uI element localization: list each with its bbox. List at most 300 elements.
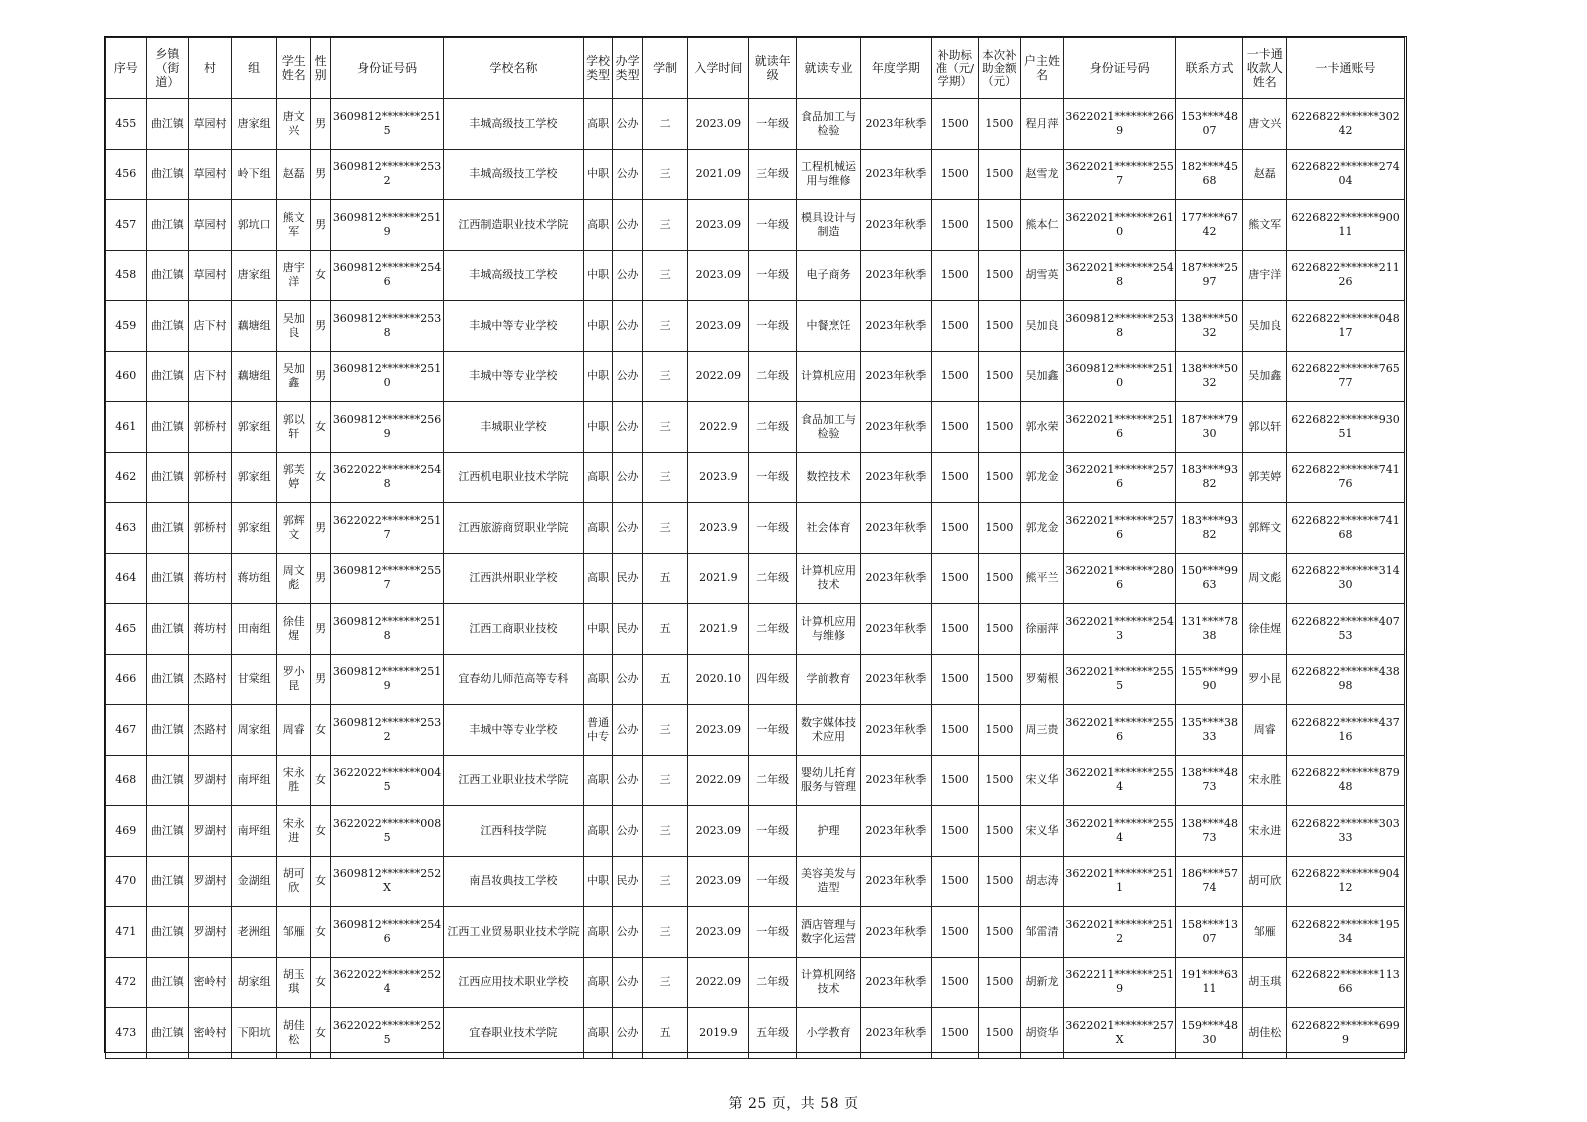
table-row: [106, 250, 1405, 301]
table-cell: 2023.9: [688, 503, 749, 554]
table-cell: 女: [310, 705, 330, 756]
table-cell: 田南组: [231, 604, 277, 655]
table-cell: 熊文军: [277, 200, 310, 251]
table-cell: 186****5774: [1176, 856, 1243, 907]
table-cell: 周睿: [277, 705, 310, 756]
table-cell: 数字媒体技术应用: [797, 705, 861, 756]
table-cell: 蒋坊村: [189, 604, 232, 655]
table-cell: 460: [106, 351, 147, 402]
table-cell: 3609812*******252X: [331, 856, 444, 907]
table-cell: 邹雁: [277, 907, 310, 958]
table-cell: 男: [310, 553, 330, 604]
table-cell: 2019.9: [688, 1008, 749, 1059]
table-cell: 胡雪英: [1021, 250, 1064, 301]
table-cell: 1500: [931, 1008, 978, 1059]
table-row: [106, 301, 1405, 352]
table-cell: 1500: [978, 755, 1021, 806]
table-cell: 3609812*******2510: [331, 351, 444, 402]
column-header: 组: [231, 38, 277, 99]
table-cell: 民办: [613, 856, 642, 907]
table-cell: 婴幼儿托育服务与管理: [797, 755, 861, 806]
table-cell: 郭辉文: [277, 503, 310, 554]
table-cell: 曲江镇: [146, 452, 189, 503]
table-cell: 159****4830: [1176, 1008, 1243, 1059]
table-cell: 中职: [583, 351, 612, 402]
column-header: 学制: [642, 38, 688, 99]
table-row: [106, 351, 1405, 402]
table-cell: 1500: [978, 604, 1021, 655]
table-cell: 2023年秋季: [860, 705, 931, 756]
table-cell: 6226822*******74168: [1287, 503, 1405, 554]
table-row: [106, 1008, 1405, 1059]
table-cell: 2023.9: [688, 452, 749, 503]
table-cell: 1500: [978, 452, 1021, 503]
table-cell: 三: [642, 755, 688, 806]
table-cell: 468: [106, 755, 147, 806]
table-cell: 1500: [978, 351, 1021, 402]
table-cell: 唐家组: [231, 250, 277, 301]
table-cell: 2023年秋季: [860, 200, 931, 251]
table-cell: 郭辉文: [1243, 503, 1287, 554]
table-cell: 胡家组: [231, 957, 277, 1008]
table-cell: 男: [310, 99, 330, 150]
table-row: [106, 149, 1405, 200]
table-cell: 2023年秋季: [860, 907, 931, 958]
table-cell: 民办: [613, 604, 642, 655]
table-cell: 1500: [978, 806, 1021, 857]
table-cell: 郭芙婷: [1243, 452, 1287, 503]
table-cell: 467: [106, 705, 147, 756]
table-cell: 宋永胜: [1243, 755, 1287, 806]
table-cell: 6226822*******30333: [1287, 806, 1405, 857]
table-cell: 曲江镇: [146, 856, 189, 907]
table-cell: 466: [106, 654, 147, 705]
table-cell: 3622021*******2576: [1063, 503, 1176, 554]
table-cell: 2023年秋季: [860, 149, 931, 200]
table-cell: 2023年秋季: [860, 856, 931, 907]
table-cell: 曲江镇: [146, 503, 189, 554]
table-cell: 曲江镇: [146, 654, 189, 705]
table-cell: 6226822*******21126: [1287, 250, 1405, 301]
table-cell: 1500: [931, 856, 978, 907]
table-cell: 藕塘组: [231, 351, 277, 402]
table-cell: 2022.09: [688, 957, 749, 1008]
column-header: 一卡通账号: [1287, 38, 1405, 99]
table-cell: 江西洪州职业学校: [443, 553, 583, 604]
table-cell: 2023年秋季: [860, 301, 931, 352]
table-row: [106, 503, 1405, 554]
table-cell: 3622021*******2516: [1063, 402, 1176, 453]
table-cell: 158****1307: [1176, 907, 1243, 958]
table-cell: 1500: [931, 99, 978, 150]
table-cell: 唐家组: [231, 99, 277, 150]
table-cell: 酒店管理与数字化运营: [797, 907, 861, 958]
table-cell: 2021.09: [688, 149, 749, 200]
table-cell: 公办: [613, 301, 642, 352]
table-cell: 熊文军: [1243, 200, 1287, 251]
table-cell: 曲江镇: [146, 553, 189, 604]
table-cell: 江西工业职业技术学院: [443, 755, 583, 806]
table-cell: 一年级: [749, 907, 797, 958]
table-cell: 胡佳松: [1243, 1008, 1287, 1059]
table-cell: 杰路村: [189, 705, 232, 756]
table-cell: 模具设计与制造: [797, 200, 861, 251]
table-cell: 1500: [931, 553, 978, 604]
table-cell: 一年级: [749, 99, 797, 150]
table-cell: 471: [106, 907, 147, 958]
table-cell: 3622211*******2519: [1063, 957, 1176, 1008]
table-cell: 江西机电职业技术学院: [443, 452, 583, 503]
table-cell: 江西科技学院: [443, 806, 583, 857]
column-header: 联系方式: [1176, 38, 1243, 99]
table-cell: 二年级: [749, 553, 797, 604]
table-cell: 3609812*******2518: [331, 604, 444, 655]
table-cell: 徐丽萍: [1021, 604, 1064, 655]
table-cell: 2023年秋季: [860, 452, 931, 503]
table-cell: 3609812*******2519: [331, 654, 444, 705]
table-cell: 3622021*******2555: [1063, 654, 1176, 705]
table-cell: 3609812*******2569: [331, 402, 444, 453]
table-cell: 甘棠组: [231, 654, 277, 705]
table-cell: 2023年秋季: [860, 503, 931, 554]
table-cell: 1500: [931, 301, 978, 352]
table-row: [106, 402, 1405, 453]
table-cell: 公办: [613, 503, 642, 554]
table-cell: 郭以轩: [1243, 402, 1287, 453]
table-cell: 二年级: [749, 402, 797, 453]
table-cell: 公办: [613, 402, 642, 453]
table-cell: 罗湖村: [189, 806, 232, 857]
table-cell: 2023.09: [688, 250, 749, 301]
table-cell: 普通中专: [583, 705, 612, 756]
table-cell: 吴加鑫: [1021, 351, 1064, 402]
table-cell: 三: [642, 402, 688, 453]
table-cell: 公办: [613, 806, 642, 857]
table-cell: 吴加鑫: [1243, 351, 1287, 402]
table-cell: 郭家组: [231, 503, 277, 554]
table-cell: 138****4873: [1176, 755, 1243, 806]
table-cell: 罗小昆: [1243, 654, 1287, 705]
table-cell: 郭龙金: [1021, 503, 1064, 554]
table-cell: 三: [642, 149, 688, 200]
table-cell: 二: [642, 99, 688, 150]
table-cell: 三: [642, 250, 688, 301]
table-cell: 曲江镇: [146, 604, 189, 655]
table-cell: 计算机网络技术: [797, 957, 861, 1008]
table-cell: 郭坑口: [231, 200, 277, 251]
table-cell: 罗湖村: [189, 856, 232, 907]
table-cell: 五: [642, 553, 688, 604]
table-row: [106, 654, 1405, 705]
table-cell: 曲江镇: [146, 957, 189, 1008]
table-cell: 3622021*******2511: [1063, 856, 1176, 907]
table-row: [106, 705, 1405, 756]
table-cell: 3622022*******2525: [331, 1008, 444, 1059]
table-cell: 店下村: [189, 351, 232, 402]
table-cell: 学前教育: [797, 654, 861, 705]
table-cell: 公办: [613, 351, 642, 402]
table-cell: 江西工业贸易职业技术学院: [443, 907, 583, 958]
table-cell: 3622021*******2512: [1063, 907, 1176, 958]
table-cell: 社会体育: [797, 503, 861, 554]
table-cell: 蒋坊组: [231, 553, 277, 604]
table-cell: 2023.09: [688, 806, 749, 857]
table-cell: 草园村: [189, 99, 232, 150]
table-cell: 美容美发与造型: [797, 856, 861, 907]
table-cell: 郭桥村: [189, 503, 232, 554]
table-cell: 470: [106, 856, 147, 907]
table-cell: 1500: [978, 99, 1021, 150]
table-cell: 183****9382: [1176, 452, 1243, 503]
table-cell: 曲江镇: [146, 149, 189, 200]
table-cell: 2023.09: [688, 301, 749, 352]
table-cell: 公办: [613, 99, 642, 150]
table-cell: 公办: [613, 705, 642, 756]
table-cell: 3609812*******2510: [1063, 351, 1176, 402]
table-cell: 杰路村: [189, 654, 232, 705]
table-cell: 小学教育: [797, 1008, 861, 1059]
table-cell: 187****7930: [1176, 402, 1243, 453]
table-cell: 3609812*******2546: [331, 907, 444, 958]
table-cell: 蒋坊村: [189, 553, 232, 604]
table-cell: 中餐烹饪: [797, 301, 861, 352]
table-cell: 公办: [613, 452, 642, 503]
table-cell: 6226822*******90412: [1287, 856, 1405, 907]
table-cell: 中职: [583, 250, 612, 301]
table-cell: 南坪组: [231, 755, 277, 806]
table-cell: 女: [310, 907, 330, 958]
table-cell: 3609812*******2538: [331, 301, 444, 352]
table-cell: 465: [106, 604, 147, 655]
table-cell: 6226822*******27404: [1287, 149, 1405, 200]
table-cell: 男: [310, 149, 330, 200]
table-cell: 6226822*******87948: [1287, 755, 1405, 806]
table-cell: 胡可欣: [1243, 856, 1287, 907]
table-cell: 6226822*******19534: [1287, 907, 1405, 958]
table-cell: 6226822*******6999: [1287, 1008, 1405, 1059]
table-cell: 女: [310, 250, 330, 301]
column-header: 身份证号码: [331, 38, 444, 99]
table-cell: 464: [106, 553, 147, 604]
table-cell: 138****5032: [1176, 301, 1243, 352]
table-cell: 公办: [613, 250, 642, 301]
table-cell: 6226822*******74176: [1287, 452, 1405, 503]
table-cell: 153****4807: [1176, 99, 1243, 150]
table-cell: 1500: [931, 452, 978, 503]
table-cell: 高职: [583, 503, 612, 554]
table-cell: 463: [106, 503, 147, 554]
table-cell: 五年级: [749, 1008, 797, 1059]
table-cell: 183****9382: [1176, 503, 1243, 554]
table-cell: 459: [106, 301, 147, 352]
table-cell: 曲江镇: [146, 301, 189, 352]
table-cell: 郭以轩: [277, 402, 310, 453]
table-cell: 461: [106, 402, 147, 453]
table-cell: 周睿: [1243, 705, 1287, 756]
table-cell: 食品加工与检验: [797, 402, 861, 453]
table-cell: 高职: [583, 553, 612, 604]
table-cell: 458: [106, 250, 147, 301]
table-cell: 3622021*******2554: [1063, 806, 1176, 857]
table-cell: 三: [642, 301, 688, 352]
table-cell: 高职: [583, 907, 612, 958]
column-header: 补助标准（元/学期）: [931, 38, 978, 99]
table-cell: 岭下组: [231, 149, 277, 200]
column-header: 办学类型: [613, 38, 642, 99]
column-header: 本次补助金额（元）: [978, 38, 1021, 99]
table-cell: 罗湖村: [189, 907, 232, 958]
column-header: 身份证号码: [1063, 38, 1176, 99]
table-cell: 1500: [978, 1008, 1021, 1059]
table-cell: 曲江镇: [146, 806, 189, 857]
column-header: 学生姓名: [277, 38, 310, 99]
table-cell: 1500: [978, 149, 1021, 200]
table-cell: 6226822*******30242: [1287, 99, 1405, 150]
table-cell: 丰城高级技工学校: [443, 149, 583, 200]
table-cell: 赵磊: [277, 149, 310, 200]
table-cell: 1500: [978, 957, 1021, 1008]
table-cell: 462: [106, 452, 147, 503]
table-cell: 三: [642, 200, 688, 251]
table-cell: 3622021*******2576: [1063, 452, 1176, 503]
table-cell: 数控技术: [797, 452, 861, 503]
table-cell: 二年级: [749, 957, 797, 1008]
table-cell: 3622021*******2554: [1063, 755, 1176, 806]
table-cell: 3609812*******2538: [1063, 301, 1176, 352]
table-cell: 唐文兴: [1243, 99, 1287, 150]
table-cell: 公办: [613, 907, 642, 958]
table-cell: 五: [642, 1008, 688, 1059]
table-cell: 江西制造职业技术学院: [443, 200, 583, 251]
table-cell: 469: [106, 806, 147, 857]
table-cell: 135****3833: [1176, 705, 1243, 756]
table-cell: 藕塘组: [231, 301, 277, 352]
table-cell: 公办: [613, 654, 642, 705]
table-cell: 周家组: [231, 705, 277, 756]
table-body: [106, 99, 1405, 1059]
table-cell: 1500: [931, 705, 978, 756]
table-cell: 罗小昆: [277, 654, 310, 705]
table-cell: 宋义华: [1021, 755, 1064, 806]
table-cell: 3622022*******2524: [331, 957, 444, 1008]
table-cell: 1500: [978, 250, 1021, 301]
table-cell: 3622021*******2556: [1063, 705, 1176, 756]
table-cell: 唐宇洋: [277, 250, 310, 301]
table-cell: 胡佳松: [277, 1008, 310, 1059]
column-header: 学校类型: [583, 38, 612, 99]
table-cell: 2023年秋季: [860, 99, 931, 150]
table-cell: 1500: [978, 907, 1021, 958]
table-cell: 女: [310, 755, 330, 806]
table-cell: 男: [310, 503, 330, 554]
table-cell: 草园村: [189, 149, 232, 200]
table-row: [106, 200, 1405, 251]
table-cell: 3622022*******2548: [331, 452, 444, 503]
table-cell: 三: [642, 806, 688, 857]
table-cell: 女: [310, 806, 330, 857]
table-cell: 高职: [583, 99, 612, 150]
table-cell: 宋永进: [277, 806, 310, 857]
table-cell: 民办: [613, 553, 642, 604]
table-cell: 6226822*******43898: [1287, 654, 1405, 705]
table-cell: 1500: [978, 503, 1021, 554]
table-cell: 曲江镇: [146, 705, 189, 756]
table-cell: 中职: [583, 149, 612, 200]
header-row: [106, 38, 1405, 99]
table-cell: 2022.9: [688, 402, 749, 453]
table-cell: 店下村: [189, 301, 232, 352]
table-cell: 丰城高级技工学校: [443, 250, 583, 301]
table-cell: 1500: [931, 957, 978, 1008]
table-cell: 宋永进: [1243, 806, 1287, 857]
table-cell: 护理: [797, 806, 861, 857]
table-cell: 二年级: [749, 604, 797, 655]
table-cell: 三: [642, 351, 688, 402]
table-cell: 宜春幼儿师范高等专科: [443, 654, 583, 705]
table-cell: 6226822*******04817: [1287, 301, 1405, 352]
table-cell: 公办: [613, 755, 642, 806]
table-cell: 计算机应用技术: [797, 553, 861, 604]
table-cell: 1500: [978, 301, 1021, 352]
table-cell: 高职: [583, 200, 612, 251]
table-cell: 丰城高级技工学校: [443, 99, 583, 150]
subsidy-table: [105, 37, 1405, 1059]
table-cell: 江西工商职业技校: [443, 604, 583, 655]
table-cell: 6226822*******90011: [1287, 200, 1405, 251]
table-cell: 三: [642, 907, 688, 958]
table-cell: 191****6311: [1176, 957, 1243, 1008]
table-cell: 唐宇洋: [1243, 250, 1287, 301]
column-header: 户主姓名: [1021, 38, 1064, 99]
table-cell: 丰城中等专业学校: [443, 301, 583, 352]
table-cell: 胡资华: [1021, 1008, 1064, 1059]
table-cell: 2023年秋季: [860, 351, 931, 402]
table-cell: 赵雪龙: [1021, 149, 1064, 200]
table-cell: 罗菊根: [1021, 654, 1064, 705]
table-cell: 曲江镇: [146, 907, 189, 958]
table-cell: 计算机应用与维修: [797, 604, 861, 655]
table-cell: 三: [642, 856, 688, 907]
table-cell: 宋义华: [1021, 806, 1064, 857]
table-cell: 四年级: [749, 654, 797, 705]
table-cell: 一年级: [749, 250, 797, 301]
table-cell: 郭水荣: [1021, 402, 1064, 453]
table-cell: 一年级: [749, 705, 797, 756]
table-cell: 草园村: [189, 250, 232, 301]
table-cell: 江西应用技术职业学校: [443, 957, 583, 1008]
table-cell: 一年级: [749, 452, 797, 503]
column-header: 入学时间: [688, 38, 749, 99]
table-cell: 455: [106, 99, 147, 150]
table-cell: 曲江镇: [146, 1008, 189, 1059]
table-cell: 1500: [931, 755, 978, 806]
table-cell: 3622022*******2517: [331, 503, 444, 554]
table-cell: 罗湖村: [189, 755, 232, 806]
table-cell: 1500: [931, 604, 978, 655]
table-cell: 熊本仁: [1021, 200, 1064, 251]
table-cell: 1500: [931, 351, 978, 402]
table-cell: 男: [310, 604, 330, 655]
table-cell: 郭家组: [231, 402, 277, 453]
table-cell: 女: [310, 856, 330, 907]
table-cell: 3609812*******2546: [331, 250, 444, 301]
table-cell: 3622021*******2548: [1063, 250, 1176, 301]
table-cell: 公办: [613, 200, 642, 251]
table-cell: 下阳坑: [231, 1008, 277, 1059]
column-header: 乡镇（街道）: [146, 38, 189, 99]
table-cell: 三年级: [749, 149, 797, 200]
table-cell: 胡玉琪: [1243, 957, 1287, 1008]
